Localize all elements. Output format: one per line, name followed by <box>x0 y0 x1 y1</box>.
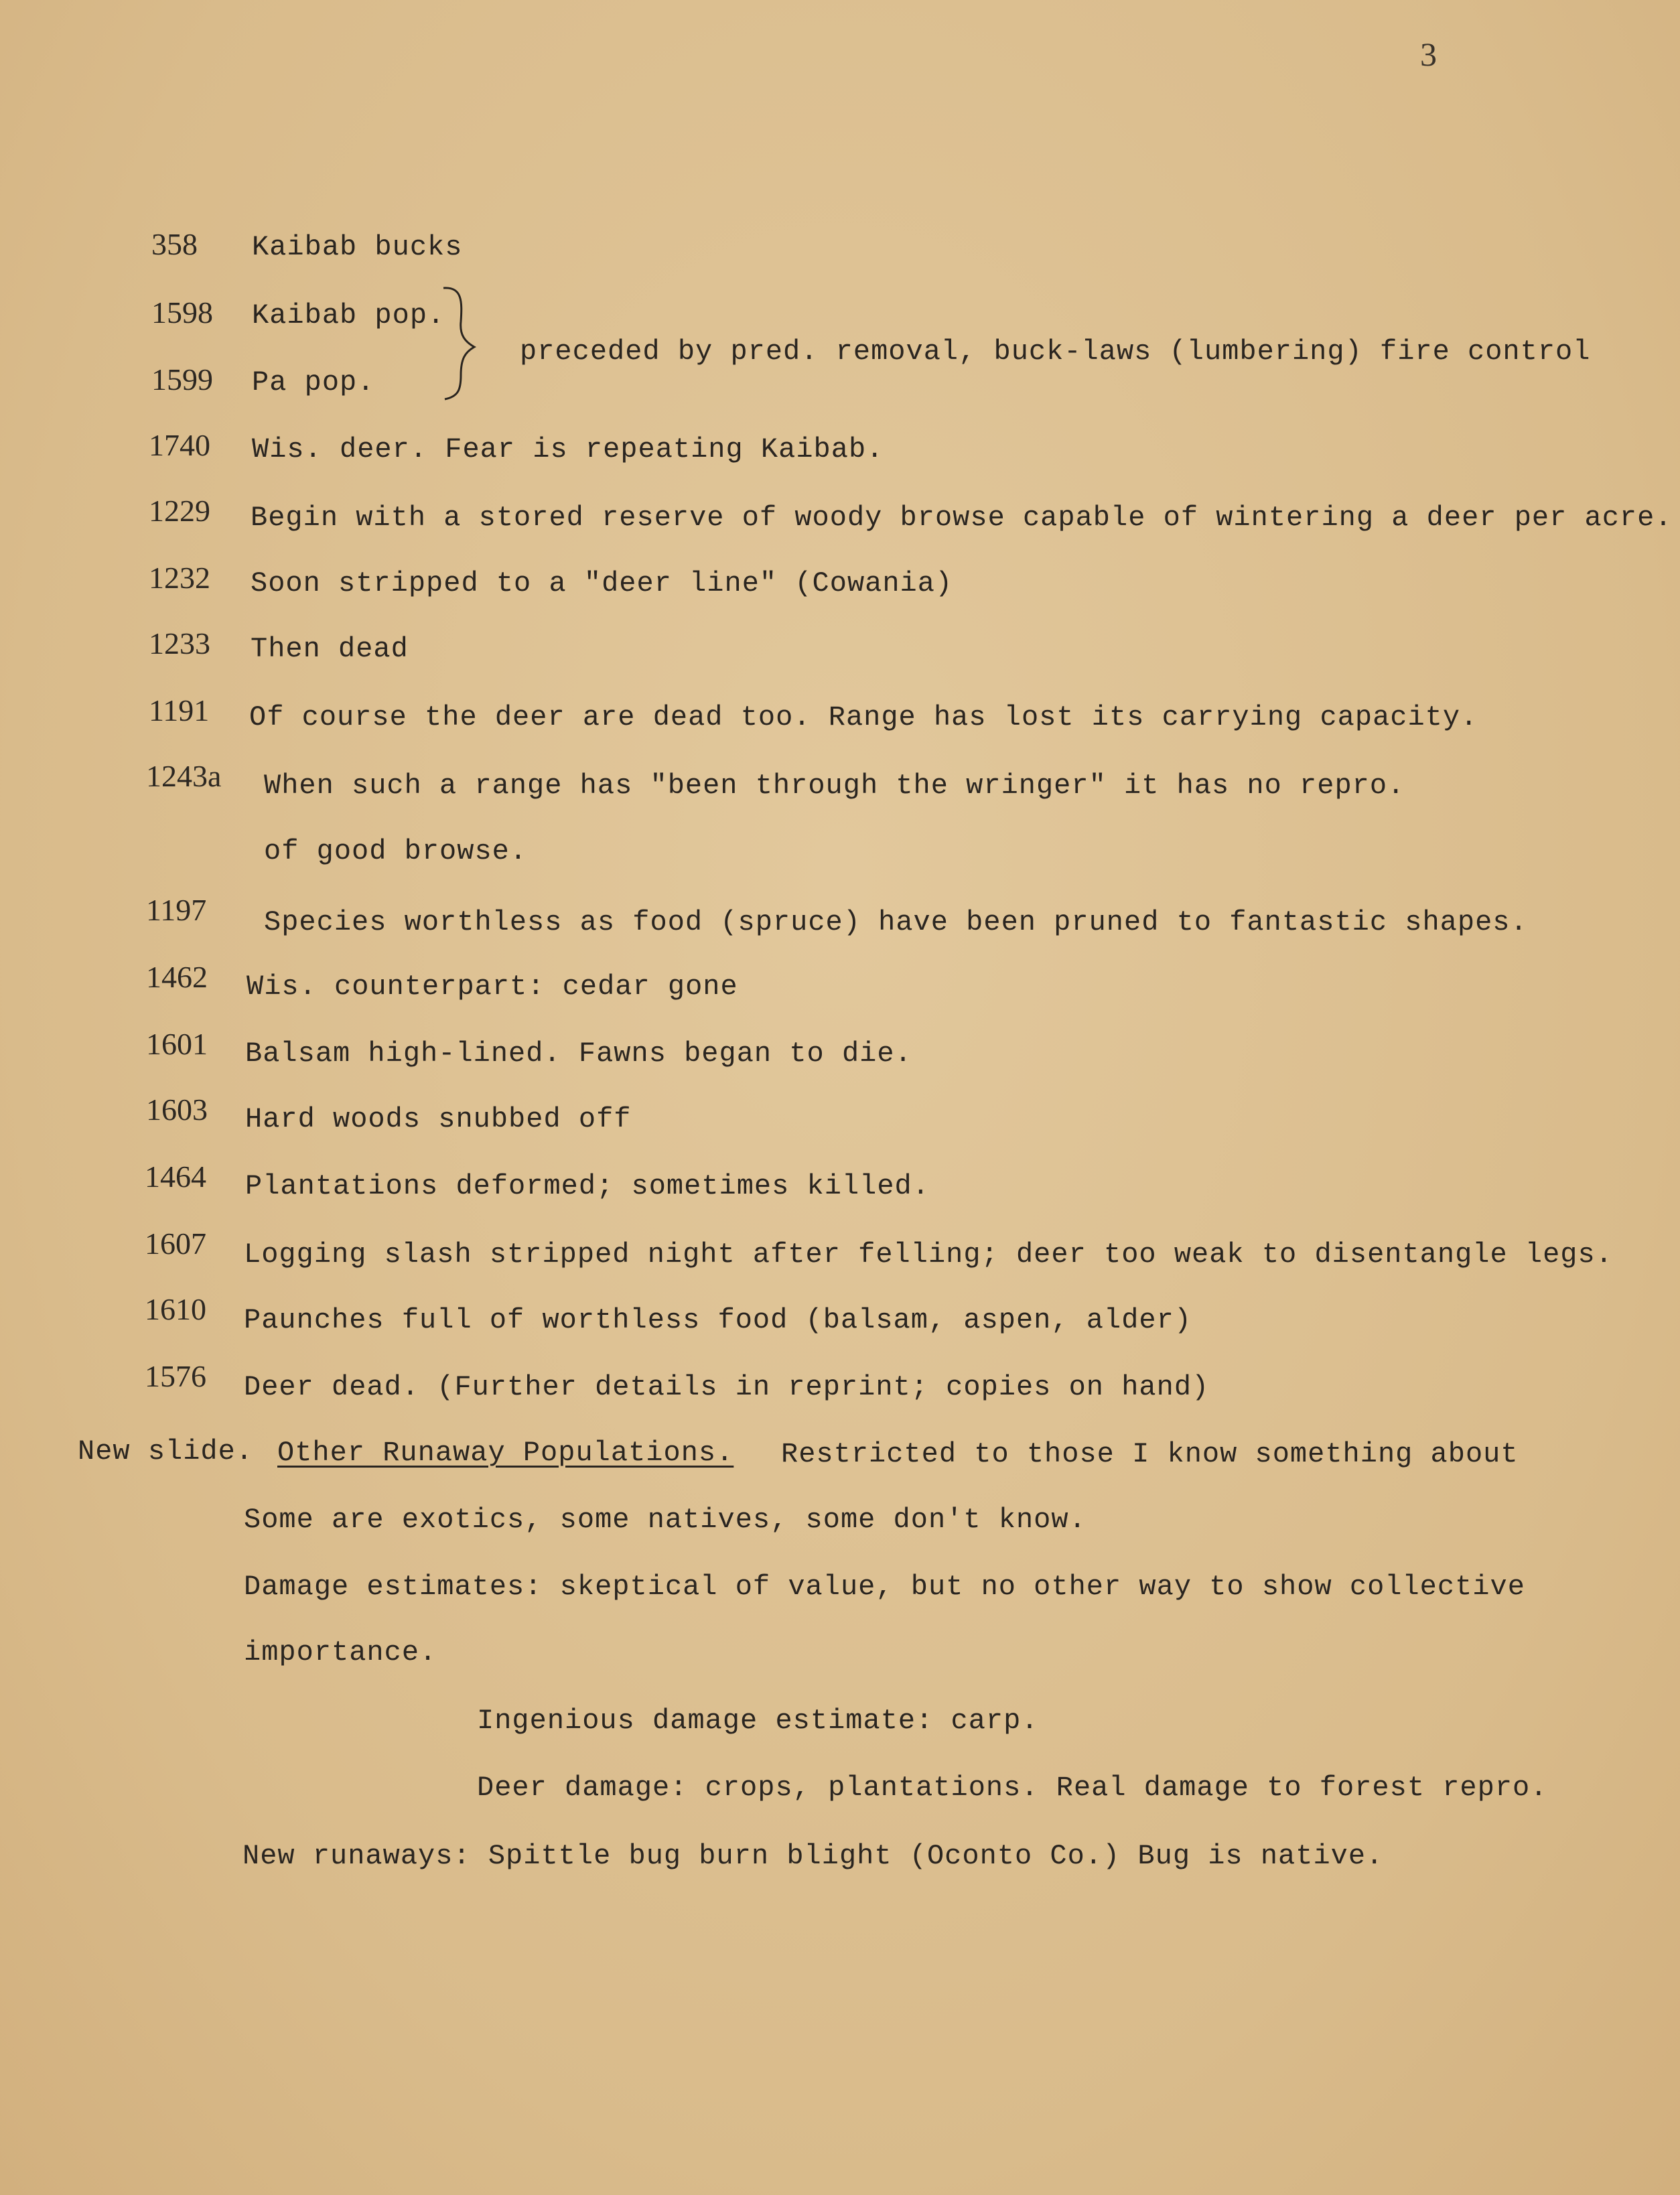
body-line: New runaways: Spittle bug burn blight (Oconto Co.) Bug is native. <box>242 1840 1384 1872</box>
entry-text: Kaibab pop. <box>252 299 445 332</box>
entry-number: 1243a <box>146 759 222 793</box>
new-slide-label: New slide. <box>78 1435 254 1468</box>
entry-text: Plantations deformed; sometimes killed. <box>245 1170 930 1202</box>
entry-text: Logging slash stripped night after felling; deer too weak to disentangle legs. <box>244 1238 1613 1271</box>
entry-number: 1599 <box>151 362 213 397</box>
entry-number: 1610 <box>145 1292 206 1326</box>
entry-text: Pa pop. <box>252 366 375 399</box>
entry-number: 358 <box>151 227 198 261</box>
entry-text: Species worthless as food (spruce) have been pruned to fantastic shapes. <box>264 906 1528 938</box>
page-number: 3 <box>1420 36 1437 73</box>
entry-text: Of course the deer are dead too. Range has lost its carrying capacity. <box>249 701 1478 733</box>
entry-text: Kaibab bucks <box>252 231 463 263</box>
entry-number: 1603 <box>146 1092 208 1127</box>
entry-text: When such a range has "been through the wringer" it has no repro. <box>264 770 1405 802</box>
entry-number: 1607 <box>145 1226 206 1261</box>
entry-number: 1601 <box>146 1027 208 1061</box>
entry-number: 1191 <box>149 693 210 727</box>
body-line: importance. <box>244 1636 437 1669</box>
entry-number: 1233 <box>149 626 210 660</box>
section-title: Other Runaway Populations. <box>277 1437 734 1469</box>
continuation-text: of good browse. <box>264 835 528 867</box>
brace-note: preceded by pred. removal, buck-laws (lumbering) fire control <box>520 336 1591 368</box>
entry-number: 1464 <box>145 1159 206 1194</box>
entry-number: 1576 <box>145 1359 206 1393</box>
entry-number: 1598 <box>151 295 213 330</box>
entry-text: Deer dead. (Further details in reprint; copies on hand) <box>244 1371 1210 1403</box>
body-line: Deer damage: crops, plantations. Real damage to forest repro. <box>477 1772 1548 1804</box>
body-line: Ingenious damage estimate: carp. <box>477 1705 1039 1737</box>
section-note: Restricted to those I know something about <box>781 1438 1519 1470</box>
entry-text: Wis. deer. Fear is repeating Kaibab. <box>252 433 884 466</box>
entry-text: Soon stripped to a "deer line" (Cowania) <box>251 567 953 599</box>
body-line: Damage estimates: skeptical of value, but no other way to show collective <box>244 1571 1525 1603</box>
entry-text: Hard woods snubbed off <box>245 1103 632 1135</box>
brace-mark <box>435 281 489 402</box>
entry-text: Wis. counterpart: cedar gone <box>247 971 738 1003</box>
entry-number: 1232 <box>149 561 210 595</box>
entry-text: Begin with a stored reserve of woody browse capable of wintering a deer per acre. <box>251 502 1673 534</box>
entry-number: 1462 <box>146 960 208 994</box>
entry-number: 1197 <box>146 893 207 927</box>
entry-number: 1229 <box>149 494 210 528</box>
entry-text: Balsam high-lined. Fawns began to die. <box>245 1038 912 1070</box>
entry-text: Then dead <box>251 633 409 665</box>
body-line: Some are exotics, some natives, some don't know. <box>244 1504 1087 1536</box>
entry-number: 1740 <box>149 428 210 462</box>
entry-text: Paunches full of worthless food (balsam, aspen, alder) <box>244 1304 1192 1336</box>
